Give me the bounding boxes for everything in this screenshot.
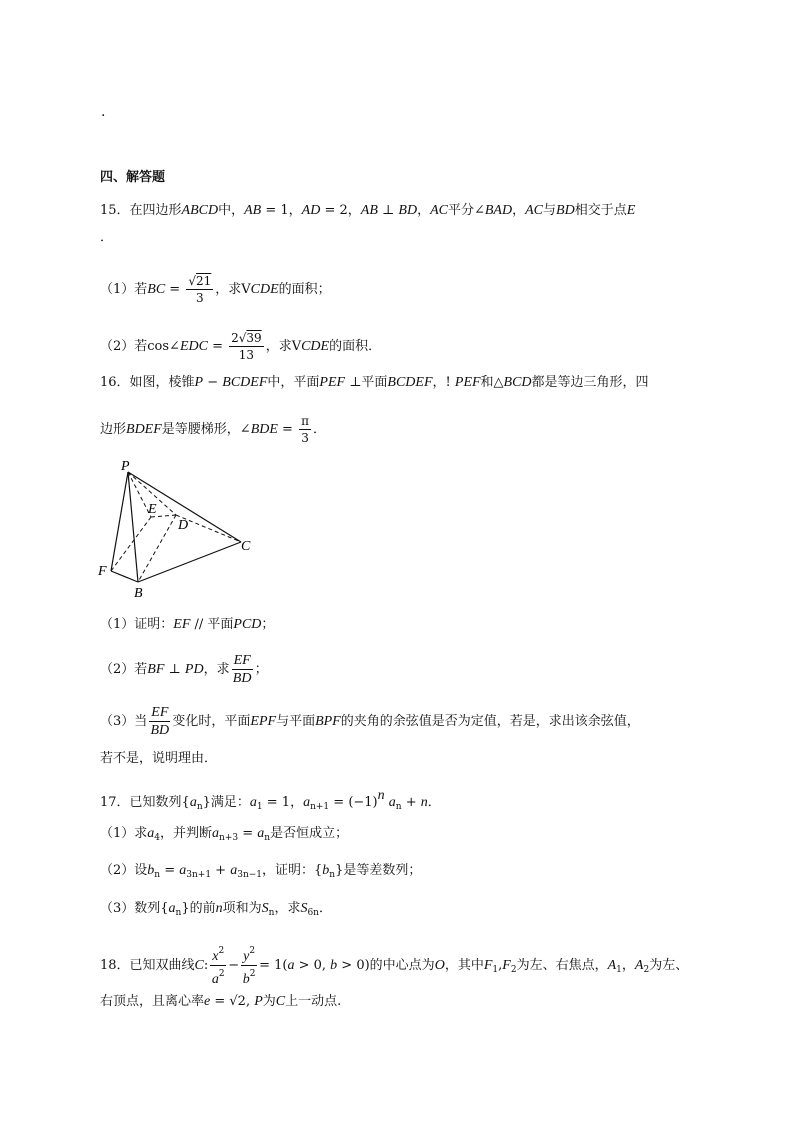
label-C: C: [241, 539, 251, 554]
q16-stem-line2: 边形BDEF是等腰梯形，∠BDE = $\frac{\pi}{3}$ ．: [100, 414, 326, 445]
label-P: P: [121, 459, 130, 474]
q15-part2: （2）若cos∠EDC = $\frac{2√39}{13}$ ，求VCDE的面积．: [100, 331, 382, 362]
label-F: F: [98, 564, 107, 579]
q15-stem: 15．在四边形ABCD中，AB = 1，AD = 2，AB ⊥ BD，AC平分∠BAD，AC与BD相交于点E: [100, 203, 636, 218]
q18-stem-line2: 右顶点，且离心率e = √2, P为C上一动点.: [100, 994, 342, 1009]
q15-stem-end: ．: [100, 230, 114, 245]
q16-part3: （3）当 $\frac{EF}{BD}$ 变化时，平面EPF与平面BPF的夹角的余弦值是否为定值，若是，求出该余弦值，: [100, 705, 640, 738]
q16-stem-line1: 16．如图，棱锥P − BCDEF中，平面PEF ⊥平面BCDEF，! PEF和△BCD都是等边三角形，四: [100, 375, 649, 390]
q17-part2: （2）设$b_n = a_{3n+1} + a_{3n-1}$，证明：$\{b_n\}$是等差数列；: [100, 863, 422, 880]
q16-part3-cont: 若不是，说明理由．: [100, 751, 218, 766]
q15-part1: （1）若BC = $\frac{√21}{3}$ ，求VCDE的面积；: [100, 274, 331, 305]
q18-stem-line1: 18．已知双曲线C: $\frac{x^2}{a^2}$ − $\frac{y^2}{b^2}$ = 1(a > 0, b > 0)的中心点为O，其中$F_1,F_2$为左、右焦点，$A_1$，$A_2$为左、: [100, 943, 688, 988]
q17-part1: （1）求$a_4$，并判断$a_{n+3} = a_n$是否恒成立；: [100, 826, 349, 843]
q16-part1: （1）证明：EF // 平面PCD；: [100, 617, 275, 632]
label-B: B: [134, 586, 143, 601]
stray-dot: .: [101, 104, 106, 120]
q17-part3: （3）数列$\{a_n\}$的前n项和为$S_n$，求$S_{6n}$．: [100, 901, 332, 918]
pyramid-figure: [96, 455, 266, 605]
section-title: 四、解答题: [100, 170, 166, 185]
label-E: E: [148, 502, 157, 517]
q17-stem: 17．已知数列$\{a_n\}$满足：$a_1 = 1$，$a_{n+1} = (-1)^n$ $a_n + n$．: [100, 788, 441, 812]
q16-part2: （2）若BF ⊥ PD，求 $\frac{EF}{BD}$ ；: [100, 653, 268, 686]
label-D: D: [178, 518, 189, 533]
